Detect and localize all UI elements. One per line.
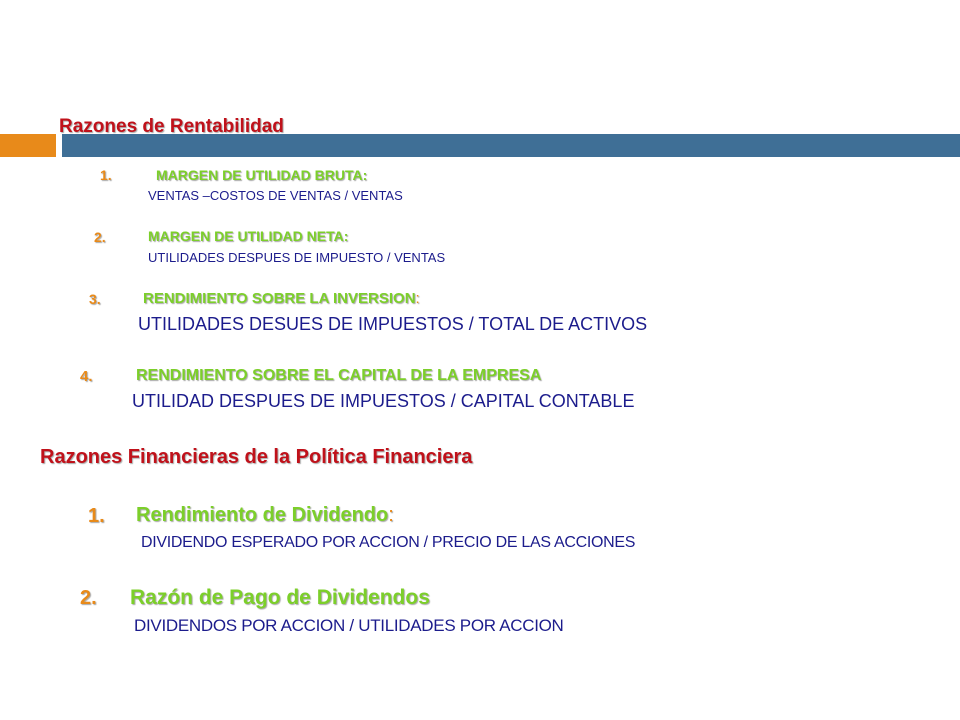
item-number: 2. — [94, 229, 106, 245]
item-number: 1. — [100, 167, 112, 183]
formula-razon-pago-dividendos: DIVIDENDOS POR ACCION / UTILIDADES POR ACCION — [134, 616, 564, 635]
item-title-suffix: : — [388, 504, 394, 526]
item-title-text: Rendimiento de Dividendo — [136, 504, 389, 526]
item-title-rendimiento-dividendo — [136, 504, 394, 527]
formula-rendimiento-inversion: UTILIDADES DESUES DE IMPUESTOS / TOTAL DE ACTIVOS — [138, 314, 648, 334]
item-number: 2. — [80, 587, 97, 609]
item-title-text: MARGEN DE UTILIDAD NETA: — [148, 228, 349, 244]
formula-margen-neta: UTILIDADES DESPUES DE IMPUESTO / VENTAS — [148, 250, 446, 265]
formula-rendimiento-capital: UTILIDAD DESPUES DE IMPUESTOS / CAPITAL CONTABLE — [132, 391, 635, 411]
item-title-text: RENDIMIENTO SOBRE LA INVERSION — [143, 290, 416, 307]
accent-bar-orange — [0, 134, 56, 157]
item-title-suffix: : — [415, 290, 420, 307]
item-title-rendimiento-inversion — [143, 290, 420, 307]
item-title-text: RENDIMIENTO SOBRE EL CAPITAL DE LA EMPRESA — [136, 367, 542, 384]
item-number: 4. — [80, 368, 93, 385]
item-title-margen-neta — [148, 228, 348, 244]
section-title-rentabilidad: Razones de Rentabilidad — [59, 116, 284, 137]
item-number: 1. — [88, 505, 105, 527]
item-title-razon-pago-dividendos — [130, 586, 430, 610]
section-title-politica-financiera: Razones Financieras de la Política Financiera — [40, 446, 473, 468]
item-title-text: MARGEN DE UTILIDAD BRUTA: — [156, 167, 368, 183]
formula-margen-bruta: VENTAS –COSTOS DE VENTAS / VENTAS — [148, 188, 403, 203]
item-title-text: Razón de Pago de Dividendos — [130, 586, 430, 609]
formula-rendimiento-dividendo: DIVIDENDO ESPERADO POR ACCION / PRECIO DE LAS ACCIONES — [141, 534, 636, 551]
item-number: 3. — [89, 291, 101, 307]
item-title-margen-bruta — [156, 167, 367, 183]
item-title-rendimiento-capital — [136, 367, 541, 385]
